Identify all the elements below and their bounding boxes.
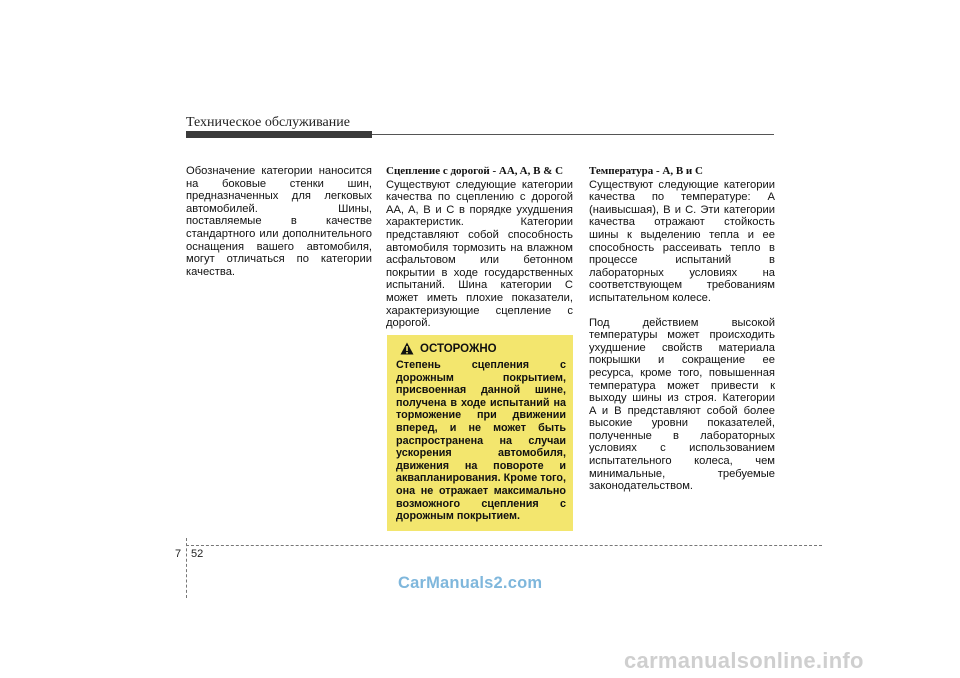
chapter-number: 7 — [175, 548, 182, 560]
column-1 — [186, 165, 372, 278]
traction-section-text: Существуют следующие категории качества по сцеплению с дорогой AA, A, B и C в порядке ухудшения характеристик. Категории представляют собой способность автомобиля тормозить на влажном асфальтовом или бетонном покрытии в ходе государственных испытаний. Шина категории C может иметь плохие показатели, характеризующие сцепление с дорогой. — [386, 178, 573, 330]
header-bar — [186, 131, 372, 138]
temperature-section-title: Температура - A, B и C — [589, 165, 703, 177]
warning-title: ОСТОРОЖНО — [420, 342, 497, 355]
warning-triangle-icon — [400, 342, 414, 355]
temperature-paragraph-1: Существуют следующие категории качества по температуре: A (наивысшая), B и C. Эти категории качества отражают стойкость шины к выделению тепла и ее способность рассеивать тепло в процессе испытаний в лабораторных условиях на соответствующем требованиям испытательном колесе. — [589, 178, 775, 304]
header-rule — [372, 134, 774, 135]
traction-section-title: Сцепление с дорогой - AA, A, B & C — [386, 165, 564, 177]
page-number: 52 — [191, 548, 204, 560]
warning-box — [387, 335, 573, 531]
temperature-paragraph-2: Под действием высокой температуры может происходить ухудшение свойств материала покрышки и сокращение ее ресурса, кроме того, повышенная температура может привести к выходу шины из строя. Категории A и B представляют собой более высокие уровни показателей, полученные в лабораторных условиях с использованием испытательного колеса, чем минимальные, требуемые законодательством. — [589, 316, 775, 493]
footer-divider — [186, 545, 822, 546]
page-header-title: Техническое обслуживание — [186, 115, 350, 130]
column-1-text: Обозначение категории наносится на боковые стенки шин, предназначенных для легковых автомобилей. Шины, поставляемые в качестве стандартного или дополнительного оснащения вашего автомобиля, могут отличаться по категории качества. — [186, 165, 372, 278]
column-3 — [589, 165, 775, 493]
warning-text: Степень сцепления с дорожным покрытием, присвоенная данной шине, получена в ходе испытаний на торможение при движении вперед, и не может быть распространена на случаи ускорения автомобиля, движения на повороте и аквапланирования. Кроме того, она не отражает максимально возможного сцепления с дорожным покрытием. — [396, 359, 566, 523]
warning-header — [400, 342, 566, 355]
footer-vertical-divider — [186, 538, 187, 598]
watermark-link[interactable]: CarManuals2.com — [398, 574, 543, 592]
column-2 — [386, 165, 573, 330]
site-watermark: carmanualsonline.info — [624, 648, 864, 673]
